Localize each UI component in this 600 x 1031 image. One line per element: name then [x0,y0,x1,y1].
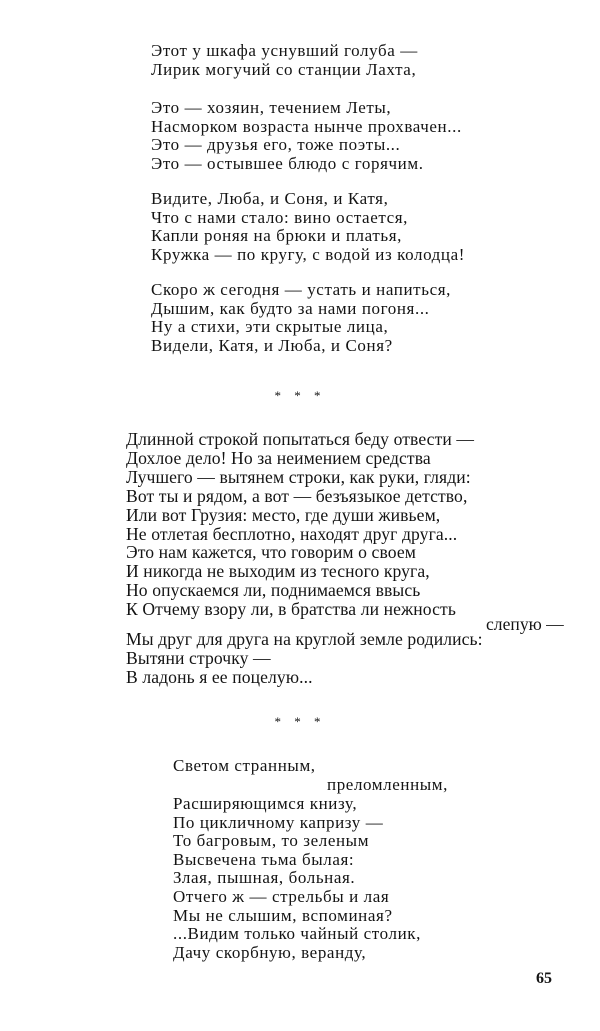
poem-line: Высвечена тьма былая: [173,849,355,869]
poem-line: ...Видим только чайный столик, [173,924,421,944]
poem-line: По цикличному капризу — [173,812,384,832]
poem-line: Лучшего — вытянем строки, как руки, гляди: [126,466,471,487]
poem-line-overflow: слепую — [486,614,564,634]
poem-line: преломленным, [327,775,449,794]
poem-line: Ну а стихи, эти скрытые лица, [151,317,389,337]
poem-line: Или вот Грузия: место, где души живьем, [126,504,441,525]
poem-line: Кружка — по кругу, с водой из колодца! [151,244,466,264]
poem-line: Это нам кажется, что говорим о своем [126,542,416,563]
poem-line: Это — остывшее блюдо с горячим. [151,153,424,173]
poem-line: Лирик могучий со станции Лахта, [151,59,417,79]
poem3-second-line [327,776,448,795]
poem1-stanza-1 [151,42,418,79]
poem-line: Видите, Люба, и Соня, и Катя, [151,189,389,208]
poem-line: Капли роняя на брюки и платья, [151,226,402,246]
poem-line: Насморком возраста нынче прохвачен... [151,116,462,136]
section-separator: * * * [274,714,326,729]
poem-line: В ладонь я ее поцелую... [126,666,313,687]
poem-line: Светом странным, [173,756,316,775]
poem-line: Скоро ж сегодня — устать и напиться, [151,280,451,299]
poem-line: Не отлетая бесплотно, находят друг друга... [126,523,458,544]
poem2-body [126,430,474,619]
poem-line: Этот у шкафа уснувший голуба — [151,41,418,60]
poem-line: Видели, Катя, и Люба, и Соня? [151,335,393,355]
poem-line: Злая, пышная, больная. [173,868,356,888]
poem3-first-line [173,757,316,776]
section-separator: * * * [274,388,326,403]
poem-line: Это — друзья его, тоже поэты... [151,135,401,155]
poem-line: Дышим, как будто за нами погоня... [151,298,430,318]
poem1-stanza-4 [151,281,451,355]
poem-line: Дохлое дело! Но за неимением средства [126,447,431,468]
poem-line: И никогда не выходим из тесного круга, [126,561,430,582]
poem-line: Дачу скорбную, веранду, [173,942,367,962]
poem-line: Вот ты и рядом, а вот — безъязыкое детство, [126,485,468,506]
page-number: 65 [536,970,552,987]
poem-line: Но опускаемся ли, поднимаемся ввысь [126,580,421,601]
poem-line: Отчего ж — стрельбы и лая [173,886,390,906]
poem-line: Вытяни строчку — [126,647,271,668]
poem-line: Что с нами стало: вино остается, [151,207,409,227]
poem-line: Мы не слышим, вспоминая? [173,905,393,925]
poem3-body [173,795,421,962]
poem-line: К Отчему взору ли, в братства ли нежность [126,599,456,620]
poem1-stanza-2 [151,99,462,173]
poem-line: То багровым, то зеленым [173,831,370,851]
poem-line: Это — хозяин, течением Леты, [151,98,392,117]
poem1-stanza-3 [151,190,465,264]
poem-line: Длинной строкой попытаться беду отвести — [126,429,475,449]
poem2-ending [126,630,483,687]
poem-line: Мы друг для друга на круглой земле родились: [126,629,483,649]
poem-line: Расширяющимся книзу, [173,794,358,813]
